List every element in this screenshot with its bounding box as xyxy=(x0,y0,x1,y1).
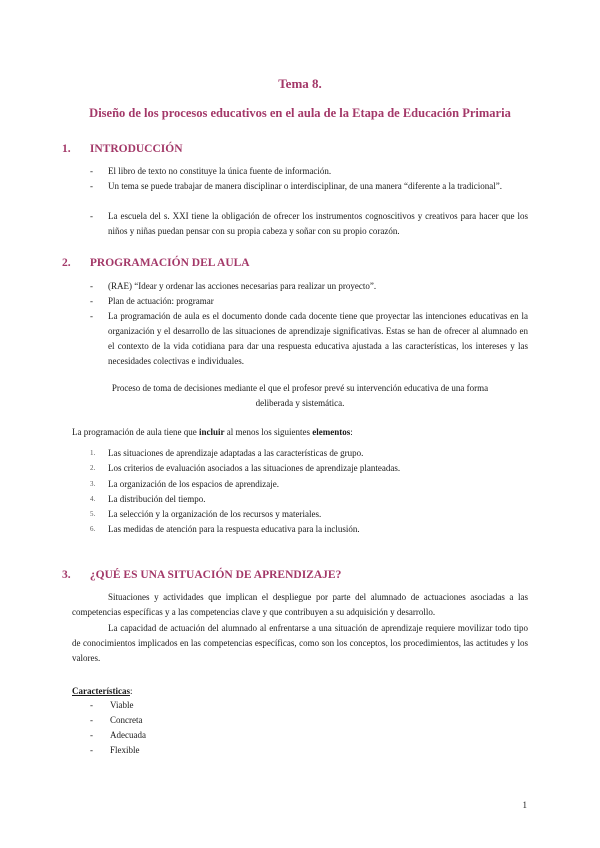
bullet-dash: - xyxy=(90,211,93,221)
numbered-item xyxy=(90,446,363,461)
feature-text: Flexible xyxy=(110,745,140,755)
numbered-item xyxy=(90,522,360,537)
bullet-dash: - xyxy=(90,730,93,740)
list-item-text: (RAE) “Idear y ordenar las acciones necesarias para realizar un proyecto”. xyxy=(108,281,377,291)
list-item xyxy=(90,309,528,369)
bullet-dash: - xyxy=(90,311,93,321)
feature-text: Adecuada xyxy=(110,730,146,740)
item-number: 3. xyxy=(90,480,96,488)
section-number: 1. xyxy=(62,143,71,155)
section-title: PROGRAMACIÓN DEL AULA xyxy=(89,257,250,269)
list-item xyxy=(90,743,140,758)
list-item-text: El libro de texto no constituye la única fuente de información. xyxy=(108,166,332,176)
section-number: 3. xyxy=(62,569,71,581)
list-item xyxy=(90,209,528,239)
features-colon: : xyxy=(129,686,133,696)
intro-text: al menos los siguientes xyxy=(224,427,313,437)
document-title: Tema 8. xyxy=(278,76,322,91)
list-item xyxy=(90,698,133,713)
numbered-item xyxy=(90,507,321,522)
section-number: 2. xyxy=(62,257,71,269)
numbered-item xyxy=(90,477,279,492)
list-item xyxy=(90,294,528,309)
item-number: 2. xyxy=(90,464,96,472)
item-number: 6. xyxy=(90,525,96,533)
section-title: INTRODUCCIÓN xyxy=(89,143,183,155)
section-heading-introduccion xyxy=(62,143,183,155)
page-number: 1 xyxy=(522,800,527,810)
paragraph-text: La capacidad de actuación del alumnado al enfrentarse a una situación de aprendizaje requiere movilizar todo tipo de conocimientos implicados en las competencias específicas, como son los conceptos, los procedimientos, las actitudes y los valores. xyxy=(72,623,528,663)
feature-text: Viable xyxy=(110,700,134,710)
list-item xyxy=(90,279,528,294)
section-heading-situacion xyxy=(62,569,341,581)
item-number: 4. xyxy=(90,495,96,503)
numbered-item xyxy=(90,461,400,476)
item-number: 1. xyxy=(90,449,96,457)
bullet-dash: - xyxy=(90,715,93,725)
bullet-dash: - xyxy=(90,745,93,755)
item-text: Las medidas de atención para la respuesta educativa para la inclusión. xyxy=(108,524,360,534)
elements-intro xyxy=(72,425,528,440)
list-item xyxy=(90,164,528,179)
item-text: Los criterios de evaluación asociados a las situaciones de aprendizaje planteadas. xyxy=(108,463,401,473)
list-item-text: La programación de aula es el documento donde cada docente tiene que proyectar las intenciones educativas en la organización y el desarrollo de las situaciones de aprendizaje significativas. Estas se han de ofrecer al alumnado en el contexto de la vida cotidiana para dar una respuesta educativa ajustada a las características, los intereses y las necesidades colectivas e individuales. xyxy=(108,311,528,366)
paragraph-text: Situaciones y actividades que implican el despliegue por parte del alumnado de actuaciones asociadas a las competencias específicas y a las competencias clave y que contribuyen a su adquisición y desarrollo. xyxy=(72,592,528,617)
item-text: La selección y la organización de los recursos y materiales. xyxy=(108,509,322,519)
bullet-dash: - xyxy=(90,700,93,710)
bullet-dash: - xyxy=(90,181,93,191)
definition-line-1: Proceso de toma de decisiones mediante el que el profesor prevé su intervención educativa de una forma xyxy=(111,383,489,393)
list-item xyxy=(90,179,528,194)
list-item-text: Un tema se puede trabajar de manera disciplinar o interdisciplinar, de una manera “diferente a la tradicional”. xyxy=(108,181,502,191)
bullet-dash: - xyxy=(90,296,93,306)
features-label-text: Características xyxy=(72,686,130,696)
paragraph xyxy=(72,621,528,666)
item-text: La organización de los espacios de aprendizaje. xyxy=(108,479,280,489)
list-item-text: La escuela del s. XXI tiene la obligación de ofrecer los instrumentos cognoscitivos y creativos para hacer que los niños y niñas puedan pensar con su propia cabeza y soñar con su propio corazón. xyxy=(108,211,528,236)
list-item xyxy=(90,728,146,743)
bullet-dash: - xyxy=(90,166,93,176)
item-text: Las situaciones de aprendizaje adaptadas a las características de grupo. xyxy=(108,448,364,458)
feature-text: Concreta xyxy=(110,715,143,725)
intro-bold-elementos: elementos xyxy=(312,427,351,437)
intro-bold-incluir: incluir xyxy=(198,427,225,437)
item-number: 5. xyxy=(90,510,96,518)
intro-text: La programación de aula tiene que xyxy=(72,427,199,437)
intro-text: : xyxy=(350,427,353,437)
features-label xyxy=(72,684,528,699)
paragraph xyxy=(72,590,528,620)
bullet-dash: - xyxy=(90,281,93,291)
list-item-text: Plan de actuación: programar xyxy=(108,296,214,306)
item-text: La distribución del tiempo. xyxy=(108,494,206,504)
list-item xyxy=(90,713,142,728)
document-subtitle: Diseño de los procesos educativos en el aula de la Etapa de Educación Primaria xyxy=(89,106,511,120)
section-heading-programacion xyxy=(62,257,250,269)
definition-line-2: deliberada y sistemática. xyxy=(255,398,345,408)
numbered-item xyxy=(90,492,205,507)
section-title: ¿QUÉ ES UNA SITUACIÓN DE APRENDIZAJE? xyxy=(89,569,342,581)
